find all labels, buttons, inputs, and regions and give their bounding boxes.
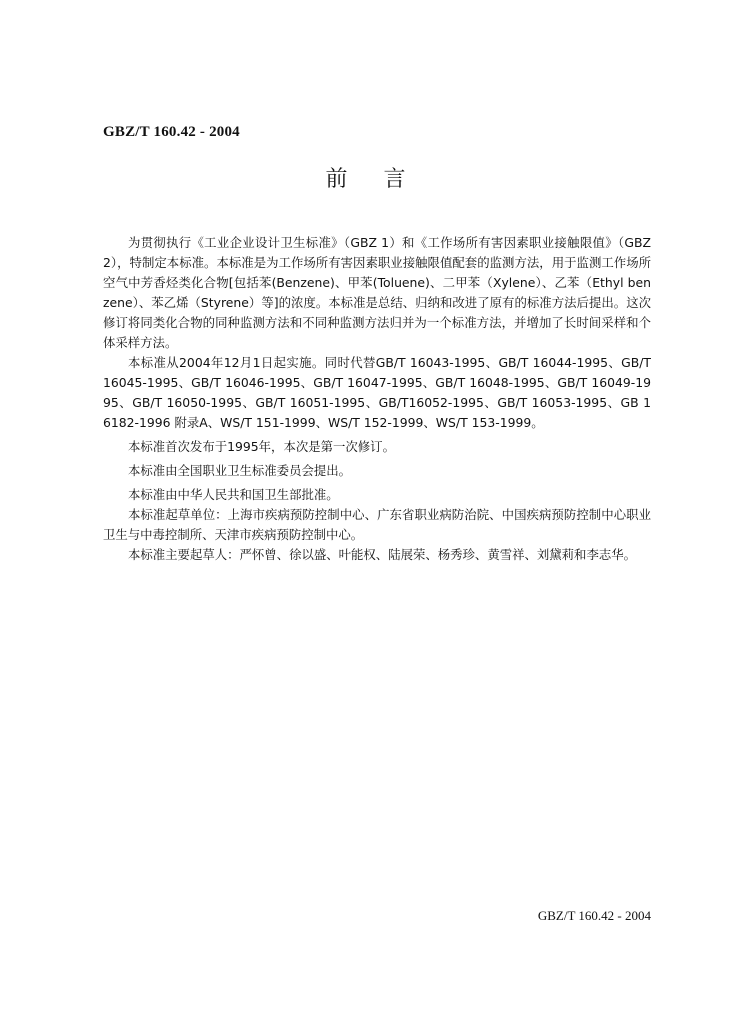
paragraph-purpose: 为贯彻执行《工业企业设计卫生标准》（GBZ 1）和《工作场所有害因素职业接触限值》（GBZ 2），特制定本标准。本标准是为工作场所有害因素职业接触限值配套的监测方法，用于监测工作场所空气中芳香烃类化合物[包括苯(Benzene)、甲苯(Toluene)、二甲苯（Xylene）、乙苯（Ethyl benzene）、苯乙烯（Styrene）等]的浓度。本标准是总结、归纳和改进了原有的标准方法后提出。这次修订将同类化合物的同种监测方法和不同种监测方法归并为一个标准方法，并增加了长时间采样和个体采样方法。 xyxy=(103,235,651,350)
foreword-body xyxy=(103,233,651,565)
paragraph-first-release: 本标准首次发布于1995年，本次是第一次修订。 xyxy=(128,439,395,454)
paragraph-proposed-by: 本标准由全国职业卫生标准委员会提出。 xyxy=(128,463,352,478)
footer-standard-code: GBZ/T 160.42 - 2004 xyxy=(537,908,651,923)
page-title: 前言 xyxy=(325,167,442,192)
header-standard-code: GBZ/T 160.42 - 2004 xyxy=(103,124,240,140)
paragraph-drafting-units: 本标准起草单位：上海市疾病预防控制中心、广东省职业病防治院、中国疾病预防控制中心职业卫生与中毒控制所、天津市疾病预防控制中心。 xyxy=(103,507,651,542)
paragraph-implementation: 本标准从2004年12月1日起实施。同时代替GB/T 16043-1995、GB/T 16044-1995、GB/T 16045-1995、GB/T 16046-1995、GB/T 16047-1995、GB/T 16048-1995、GB/T 16049-1995、GB/T 16050-1995、GB/T 16051-1995、GB/T16052-1995、GB/T 16053-1995、GB 16182-1996 附录A、WS/T 151-1999、WS/T 152-1999、WS/T 153-1999。 xyxy=(103,355,651,430)
paragraph-drafters: 本标准主要起草人：严怀曾、徐以盛、叶能权、陆展荣、杨秀珍、黄雪祥、刘黛莉和李志华。 xyxy=(128,547,637,562)
paragraph-approved-by: 本标准由中华人民共和国卫生部批准。 xyxy=(128,487,339,502)
